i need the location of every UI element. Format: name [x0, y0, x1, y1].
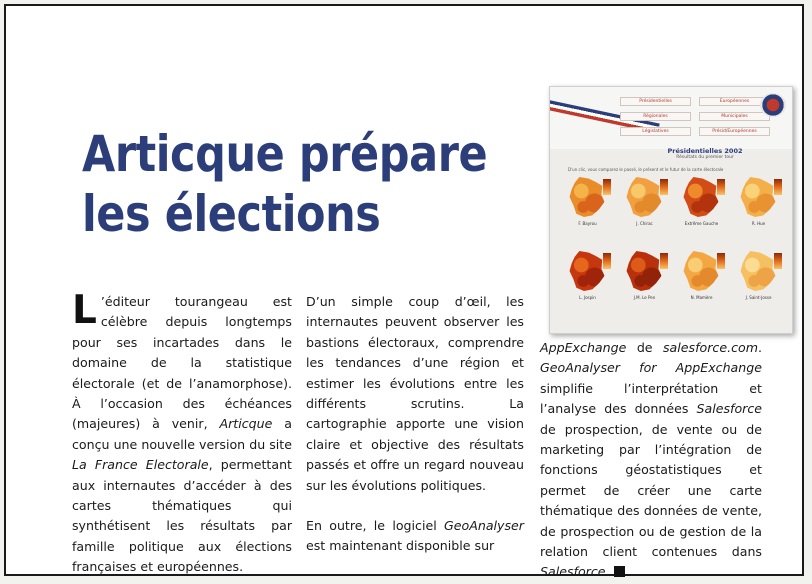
site-nav-button: Municipales	[699, 112, 770, 121]
col3-italic-salesforce-com: salesforce.com	[663, 340, 758, 355]
col3-text-c: simplifie l’interprétation et l’analyse des données	[540, 380, 762, 417]
col1-italic-site: La France Electorale	[72, 457, 209, 473]
map-legend	[603, 253, 611, 269]
france-map-icon	[739, 251, 777, 291]
article-column-1	[72, 288, 292, 578]
map-caption: J. Chirac	[636, 221, 653, 226]
map-legend	[603, 179, 611, 195]
map-card	[619, 249, 670, 319]
site-nav-button: Présidentielles	[620, 97, 691, 106]
site-logo-icon	[760, 93, 786, 117]
website-screenshot	[549, 86, 793, 334]
thematic-maps-grid	[562, 175, 784, 319]
map-caption: L. Jospin	[579, 295, 596, 300]
col3-text-b: .	[757, 340, 762, 355]
site-page-title: Présidentielles 2002	[667, 147, 743, 155]
site-nav-button: Européennes	[699, 97, 770, 106]
map-legend	[717, 253, 725, 269]
france-map-icon	[739, 177, 777, 217]
map-legend	[660, 179, 668, 195]
headline-line-2: les élections	[82, 185, 381, 243]
col3-italic-appexchange: AppExchange	[540, 340, 627, 355]
col3-italic-salesforce-2: Salesforce	[540, 564, 606, 580]
col3-text-d: de prospection, de vente ou de marketing par l’intégration de fonctions géostatistiques et permet de créer une carte thématique des données de vente, de prospection ou de gestion de la relation client contenues dans	[540, 421, 762, 560]
map-caption: N. Mamère	[690, 295, 713, 300]
map-caption: J.M. Le Pen	[633, 295, 656, 300]
map-card	[733, 249, 784, 319]
map-legend	[774, 179, 782, 195]
article-column-2	[306, 292, 524, 557]
article-column-3	[540, 338, 762, 583]
col1-italic-articque: Articque	[219, 416, 273, 432]
site-nav-button: Présid/Européennes	[699, 127, 770, 136]
map-caption: Extrême Gauche	[684, 221, 719, 226]
col2-paragraph-1: D’un simple coup d’œil, les internautes peuvent observer les bastions électoraux, comprendre les tendances d’une région et estimer les évolutions entre les différents scrutins. La cartographie apporte une vision claire et objective des résultats passés et offre un regard nouveau sur les évolutions politiques.	[306, 294, 524, 493]
map-legend	[717, 179, 725, 195]
headline-line-1: Articque prépare	[82, 125, 488, 183]
col3-italic-salesforce: Salesforce	[696, 401, 762, 417]
site-nav-button: Législatives	[620, 127, 691, 136]
col3-text-a: de	[636, 340, 653, 355]
map-legend	[774, 253, 782, 269]
france-map-icon	[682, 251, 720, 291]
france-map-icon	[625, 177, 663, 217]
map-card	[676, 249, 727, 319]
map-legend	[660, 253, 668, 269]
map-card	[676, 175, 727, 245]
france-map-icon	[568, 177, 606, 217]
col1-text-b: a conçu une nouvelle version du site	[72, 416, 292, 452]
france-map-icon	[682, 177, 720, 217]
map-card	[562, 249, 613, 319]
col3-text-e: .	[605, 564, 610, 580]
col1-text-c: , permettant aux internautes d’accéder à des cartes thématiques qui synthétisent les résultats par famille politique aux élections françaises et européennes.	[72, 457, 292, 575]
map-card	[733, 175, 784, 245]
site-nav	[620, 97, 770, 136]
col2-p2-b: est maintenant disponible sur	[306, 538, 495, 554]
col2-p2-italic: GeoAnalyser	[444, 518, 524, 534]
site-intro-text: D'un clic, vous comparez le passé, le présent et le futur de la carte électorale	[568, 167, 724, 172]
col1-text: ’éditeur tourangeau est célèbre depuis longtemps pour ses incartades dans le domaine de la statistique électorale (et de l’anamorphose). À l’occasion des échéances (majeures) à venir,	[72, 294, 292, 432]
france-map-icon	[625, 251, 663, 291]
col3-italic-product: GeoAnalyser for AppExchange	[540, 360, 762, 376]
col2-paragraph-2	[306, 516, 524, 557]
map-card	[619, 175, 670, 245]
col2-p2-a: En outre, le logiciel	[306, 518, 437, 534]
end-of-article-mark-icon	[614, 566, 625, 577]
site-nav-button: Régionales	[620, 112, 691, 121]
map-caption: F. Bayrou	[578, 221, 597, 226]
drop-cap: L	[72, 288, 97, 333]
site-page-subtitle: Résultats du premier tour	[676, 155, 734, 160]
france-map-icon	[568, 251, 606, 291]
map-caption: R. Hue	[751, 221, 766, 226]
map-card	[562, 175, 613, 245]
map-caption: J. Saint-Josse	[745, 295, 772, 300]
article-headline	[82, 124, 486, 244]
